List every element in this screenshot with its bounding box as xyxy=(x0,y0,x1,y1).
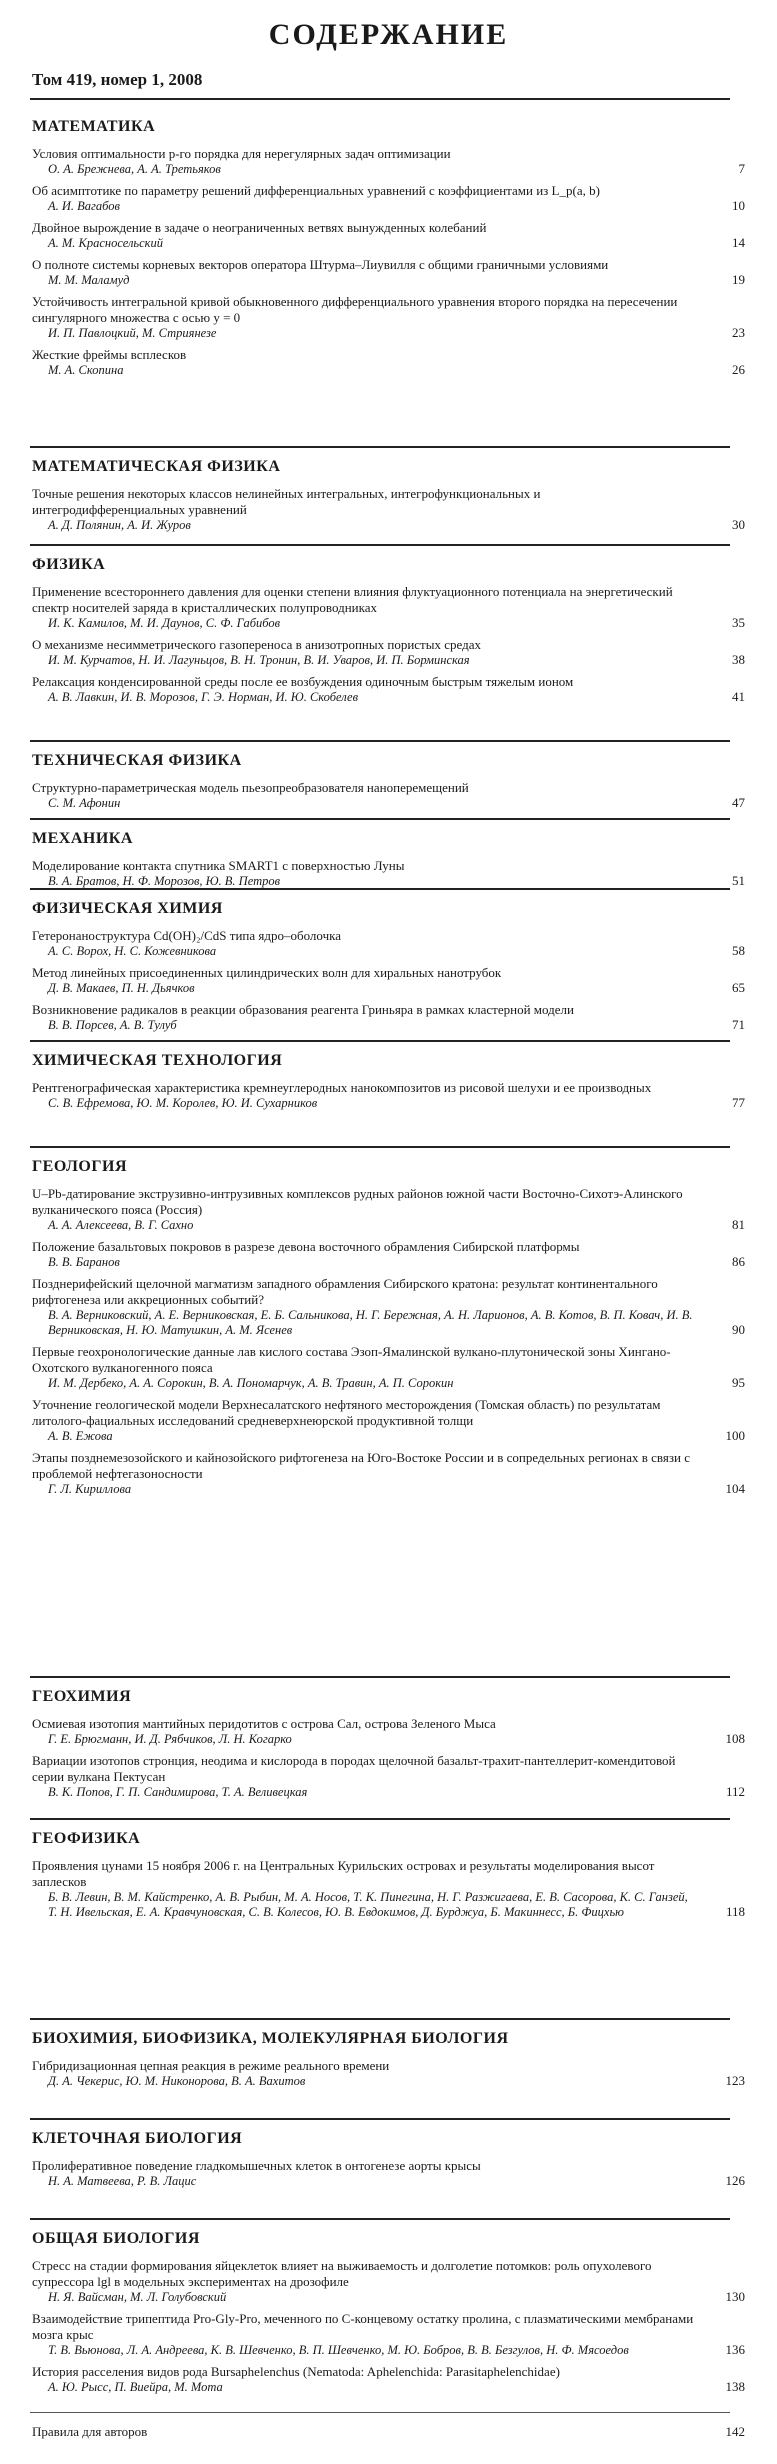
page-number: 19 xyxy=(732,272,745,287)
toc-entry[interactable] xyxy=(32,220,745,251)
section-heading: ФИЗИЧЕСКАЯ ХИМИЯ xyxy=(32,900,223,917)
page-number: 118 xyxy=(725,1904,745,1919)
page-number: 112 xyxy=(725,1784,745,1799)
toc-entry[interactable] xyxy=(32,2364,745,2395)
page-number: 26 xyxy=(732,362,745,377)
toc-section xyxy=(32,900,745,1039)
toc-entry[interactable] xyxy=(32,1080,745,1111)
page-number: 142 xyxy=(725,2424,745,2439)
page-number: 77 xyxy=(732,1095,745,1110)
entry-title: Структурно-параметрическая модель пьезопреобразователя наноперемещений xyxy=(32,780,469,795)
entry-title: U–Pb-датирование экструзивно-интрузивных комплексов рудных районов южной части Восточно-Сихотэ-Алинского вулканического пояса (Россия) xyxy=(32,1186,683,1217)
entry-authors: В. В. Порсев, А. В. Тулуб xyxy=(48,1018,177,1032)
entry-authors: Д. В. Макаев, П. Н. Дьячков xyxy=(48,981,195,995)
page-number: 130 xyxy=(725,2289,745,2304)
entry-title: Пролиферативное поведение гладкомышечных клеток в онтогенезе аорты крысы xyxy=(32,2158,481,2173)
entry-title: Первые геохронологические данные лав кислого состава Эзоп-Ямалинской вулкано-плутонической зоны Хингано-Охотского вулканогенного пояса xyxy=(32,1344,671,1375)
page-number: 30 xyxy=(732,517,745,532)
toc-entry[interactable] xyxy=(32,965,745,996)
toc-entry[interactable] xyxy=(32,858,745,889)
entry-title: Жесткие фреймы всплесков xyxy=(32,347,187,362)
entry-title: Двойное вырождение в задаче о неограниченных ветвях вынужденных колебаний xyxy=(32,220,487,235)
page-number: 90 xyxy=(732,1322,745,1337)
entry-authors: Н. А. Матвеева, Р. В. Лацис xyxy=(48,2174,197,2188)
toc-section xyxy=(32,118,745,384)
entry-authors: В. А. Верниковский, А. Е. Верниковская, Е. Б. Сальникова, Н. Г. Бережная, А. Н. Ларионов, А. В. Котов, В. П. Ковач, И. В. Верниковская, Н. Ю. Матушкин, А. М. Ясенев xyxy=(48,1308,693,1337)
page-number: 108 xyxy=(725,1731,745,1746)
section-rule xyxy=(30,2018,730,2020)
page-number: 81 xyxy=(732,1217,745,1232)
toc-entry[interactable] xyxy=(32,637,745,668)
toc-entry[interactable] xyxy=(32,1002,745,1033)
section-rule xyxy=(30,2118,730,2120)
page-number: 123 xyxy=(725,2073,745,2088)
toc-entry[interactable] xyxy=(32,928,745,959)
entry-authors: Д. А. Чекерис, Ю. М. Никонорова, В. А. Вахитов xyxy=(48,2074,306,2088)
section-heading: ХИМИЧЕСКАЯ ТЕХНОЛОГИЯ xyxy=(32,1052,283,1069)
section-rule xyxy=(30,888,730,890)
page-number: 65 xyxy=(732,980,745,995)
page-number: 95 xyxy=(732,1375,745,1390)
entry-title: Гетеронаноструктура Cd(OH)₂/CdS типа ядро–оболочка xyxy=(32,928,341,943)
entry-title: Возникновение радикалов в реакции образования реагента Гриньяра в рамках кластерной модели xyxy=(32,1002,574,1017)
toc-entry[interactable] xyxy=(32,2311,745,2358)
entry-authors: Г. Л. Кириллова xyxy=(48,1482,132,1496)
entry-authors: С. В. Ефремова, Ю. М. Королев, Ю. И. Сухарников xyxy=(48,1096,318,1110)
page-number: 104 xyxy=(725,1481,745,1496)
entry-authors: А. В. Лавкин, И. В. Морозов, Г. Э. Норман, И. Ю. Скобелев xyxy=(48,690,359,704)
section-heading: ГЕОЛОГИЯ xyxy=(32,1158,128,1175)
footer-rule xyxy=(30,2412,730,2413)
header-rule xyxy=(30,98,730,100)
toc-section xyxy=(32,2030,745,2095)
entry-authors: А. В. Ежова xyxy=(48,1429,113,1443)
entry-title: О механизме несимметрического газопереноса в анизотропных пористых средах xyxy=(32,637,481,652)
toc-section xyxy=(32,1052,745,1117)
issue-line: Том 419, номер 1, 2008 xyxy=(32,70,203,89)
page-number: 136 xyxy=(725,2342,745,2357)
entry-title: Проявления цунами 15 ноября 2006 г. на Центральных Курильских островах и результаты моделирования высот заплесков xyxy=(32,1858,655,1889)
toc-entry[interactable] xyxy=(32,1858,745,1920)
toc-section xyxy=(32,556,745,711)
section-heading: МАТЕМАТИЧЕСКАЯ ФИЗИКА xyxy=(32,458,281,475)
entry-authors: Б. В. Левин, В. М. Кайстренко, А. В. Рыбин, М. А. Носов, Т. К. Пинегина, Н. Г. Разжигаева, Е. В. Сасорова, К. С. Ганзей, Т. Н. Ивельская, Е. А. Кравчуновская, С. В. Колесов, Ю. В. Евдокимов, Д. Бурджуа, Б. Макиннесс, Б. Фицхью xyxy=(48,1890,688,1919)
entry-authors: А. А. Алексеева, В. Г. Сахно xyxy=(48,1218,194,1232)
page-number: 7 xyxy=(738,161,745,176)
entry-authors: В. В. Баранов xyxy=(48,1255,120,1269)
toc-section xyxy=(32,2230,745,2401)
section-rule xyxy=(30,544,730,546)
toc-entry[interactable] xyxy=(32,1344,745,1391)
toc-entry[interactable] xyxy=(32,2258,745,2305)
entry-title: Правила для авторов xyxy=(32,2424,148,2439)
entry-authors: А. М. Красносельский xyxy=(48,236,164,250)
entry-authors: И. М. Дербеко, А. А. Сорокин, В. А. Пономарчук, А. В. Травин, А. П. Сорокин xyxy=(48,1376,454,1390)
toc-section xyxy=(32,752,745,817)
page-number: 58 xyxy=(732,943,745,958)
page-number: 86 xyxy=(732,1254,745,1269)
toc-section xyxy=(32,2130,745,2195)
section-heading: ГЕОХИМИЯ xyxy=(32,1688,132,1705)
page-number: 23 xyxy=(732,325,745,340)
section-heading: МЕХАНИКА xyxy=(32,830,133,847)
entry-authors: А. Д. Полянин, А. И. Журов xyxy=(48,518,191,532)
entry-title: Этапы позднемезозойского и кайнозойского рифтогенеза на Юго-Востоке России и в сопредельных регионах в связи с проблемой нефтегазоносности xyxy=(32,1450,690,1481)
footer-entry[interactable] xyxy=(32,2424,745,2440)
section-heading: ФИЗИКА xyxy=(32,556,106,573)
entry-title: Точные решения некоторых классов нелинейных интегральных, интегрофункциональных и интегродифференциальных уравнений xyxy=(32,486,541,517)
section-rule xyxy=(30,818,730,820)
toc-entry[interactable] xyxy=(32,1186,745,1233)
section-heading: КЛЕТОЧНАЯ БИОЛОГИЯ xyxy=(32,2130,243,2147)
page-number: 41 xyxy=(732,689,745,704)
toc-entry[interactable] xyxy=(32,347,745,378)
entry-authors: И. К. Камилов, М. И. Даунов, С. Ф. Габибов xyxy=(48,616,281,630)
section-rule xyxy=(30,740,730,742)
section-heading: ТЕХНИЧЕСКАЯ ФИЗИКА xyxy=(32,752,242,769)
entry-title: Осмиевая изотопия мантийных перидотитов с острова Сал, острова Зеленого Мыса xyxy=(32,1716,496,1731)
entry-authors: И. П. Павлоцкий, М. Стриянезе xyxy=(48,326,217,340)
entry-title: Релаксация конденсированной среды после ее возбуждения одиночным быстрым тяжелым ионом xyxy=(32,674,574,689)
toc-entry[interactable] xyxy=(32,257,745,288)
toc-entry[interactable] xyxy=(32,2058,745,2089)
section-heading: ОБЩАЯ БИОЛОГИЯ xyxy=(32,2230,200,2247)
entry-authors: И. М. Курчатов, Н. И. Лагуньцов, В. Н. Тронин, В. И. Уваров, И. П. Борминская xyxy=(48,653,470,667)
toc-section xyxy=(32,458,745,539)
entry-title: О полноте системы корневых векторов оператора Штурма–Лиувилля с общими граничными условиями xyxy=(32,257,609,272)
toc-entry[interactable] xyxy=(32,294,745,341)
toc-entry[interactable] xyxy=(32,674,745,705)
page-number: 47 xyxy=(732,795,745,810)
page-number: 38 xyxy=(732,652,745,667)
entry-authors: А. И. Вагабов xyxy=(48,199,120,213)
entry-title: Уточнение геологической модели Верхнесалатского нефтяного месторождения (Томская область) по результатам литолого-фациальных исследований средневерхнеюрской продуктивной толщи xyxy=(32,1397,661,1428)
toc-entry[interactable] xyxy=(32,183,745,214)
entry-authors: Г. Е. Брюгманн, И. Д. Рябчиков, Л. Н. Когарко xyxy=(48,1732,292,1746)
toc-entry[interactable] xyxy=(32,1450,745,1497)
page-number: 126 xyxy=(725,2173,745,2188)
entry-title: Взаимодействие трипептида Pro-Gly-Pro, меченного по С-концевому остатку пролина, с плазматическими мембранами мозга крыс xyxy=(32,2311,694,2342)
toc-entry[interactable] xyxy=(32,1397,745,1444)
toc-section xyxy=(32,1830,745,1926)
page-number: 35 xyxy=(732,615,745,630)
toc-entry[interactable] xyxy=(32,584,745,631)
entry-title: Вариации изотопов стронция, неодима и кислорода в породах щелочной базальт-трахит-пантеллерит-комендитовой серии вулкана Пектусан xyxy=(32,1753,676,1784)
page-title: СОДЕРЖАНИЕ xyxy=(268,18,509,51)
entry-title: Метод линейных присоединенных цилиндрических волн для хиральных нанотрубок xyxy=(32,965,502,980)
page-number: 51 xyxy=(732,873,745,888)
entry-authors: В. К. Попов, Г. П. Сандимирова, Т. А. Веливецкая xyxy=(48,1785,308,1799)
toc-entry[interactable] xyxy=(32,1276,745,1338)
entry-authors: М. А. Скопина xyxy=(48,363,124,377)
entry-authors: С. М. Афонин xyxy=(48,796,121,810)
toc-entry[interactable] xyxy=(32,1239,745,1270)
toc-section xyxy=(32,1688,745,1806)
entry-authors: О. А. Брежнева, А. А. Третьяков xyxy=(48,162,221,176)
entry-title: Условия оптимальности p-го порядка для нерегулярных задач оптимизации xyxy=(32,146,451,161)
entry-title: Рентгенографическая характеристика кремнеуглеродных нанокомпозитов из рисовой шелухи и ее производных xyxy=(32,1080,652,1095)
entry-authors: В. А. Братов, Н. Ф. Морозов, Ю. В. Петров xyxy=(48,874,281,888)
section-rule xyxy=(30,1818,730,1820)
entry-authors: Т. В. Вьюнова, Л. А. Андреева, К. В. Шевченко, В. П. Шевченко, М. Ю. Бобров, В. В. Безгулов, Н. Ф. Мясоедов xyxy=(48,2343,629,2357)
page-number: 138 xyxy=(725,2379,745,2394)
toc-entry[interactable] xyxy=(32,486,745,533)
section-heading: МАТЕМАТИКА xyxy=(32,118,156,135)
entry-title: Устойчивость интегральной кривой обыкновенного дифференциального уравнения второго порядка на пересечении сингулярного множества с осью y = 0 xyxy=(32,294,678,325)
section-rule xyxy=(30,1146,730,1148)
toc-entry[interactable] xyxy=(32,2158,745,2189)
entry-title: Об асимптотике по параметру решений дифференциальных уравнений с коэффициентами из L_p(a, b) xyxy=(32,183,600,198)
entry-authors: А. Ю. Рысс, П. Виейра, М. Мота xyxy=(48,2380,223,2394)
toc-entry[interactable] xyxy=(32,1753,745,1800)
page-number: 71 xyxy=(732,1017,745,1032)
entry-title: Моделирование контакта спутника SMART1 с поверхностью Луны xyxy=(32,858,405,873)
section-heading: БИОХИМИЯ, БИОФИЗИКА, МОЛЕКУЛЯРНАЯ БИОЛОГИЯ xyxy=(32,2030,509,2047)
section-rule xyxy=(30,446,730,448)
section-rule xyxy=(30,2218,730,2220)
toc-entry[interactable] xyxy=(32,780,745,811)
section-heading: ГЕОФИЗИКА xyxy=(32,1830,141,1847)
section-rule xyxy=(30,1040,730,1042)
entry-authors: М. М. Маламуд xyxy=(48,273,130,287)
entry-authors: А. С. Ворох, Н. С. Кожевникова xyxy=(48,944,217,958)
entry-title: Применение всестороннего давления для оценки степени влияния флуктуационного потенциала на энергетический спектр носителей заряда в кристаллических полупроводниках xyxy=(32,584,673,615)
toc-section xyxy=(32,1158,745,1503)
entry-title: Стресс на стадии формирования яйцеклеток влияет на выживаемость и долголетие потомков: роль опухолевого супрессора lgl в модельных экспериментах на дрозофиле xyxy=(32,2258,652,2289)
toc-entry[interactable] xyxy=(32,146,745,177)
page-number: 100 xyxy=(725,1428,745,1443)
entry-authors: Н. Я. Вайсман, М. Л. Голубовский xyxy=(48,2290,227,2304)
toc-entry[interactable] xyxy=(32,1716,745,1747)
toc-section xyxy=(32,830,745,895)
entry-title: Положение базальтовых покровов в разрезе девона восточного обрамления Сибирской платформы xyxy=(32,1239,580,1254)
entry-title: Позднерифейский щелочной магматизм западного обрамления Сибирского кратона: результат континентального рифтогенеза или аккреционных событий? xyxy=(32,1276,658,1307)
entry-title: История расселения видов рода Bursaphelenchus (Nematoda: Aphelenchida: Parasitaphelenchidae) xyxy=(32,2364,560,2379)
page-number: 14 xyxy=(732,235,745,250)
section-rule xyxy=(30,1676,730,1678)
entry-title: Гибридизационная цепная реакция в режиме реального времени xyxy=(32,2058,390,2073)
page-number: 10 xyxy=(732,198,745,213)
